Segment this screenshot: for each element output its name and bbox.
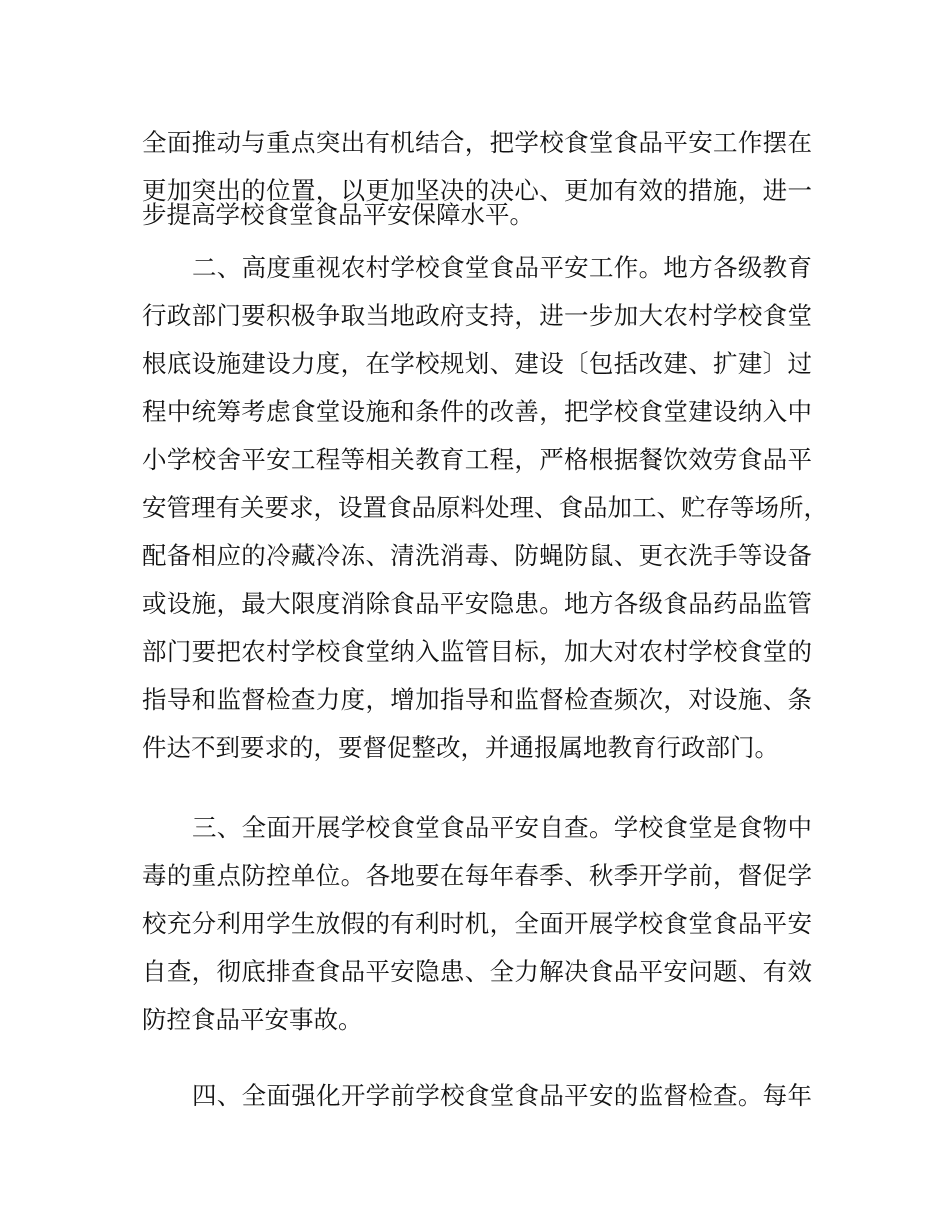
paragraph-3-line-1: 三、全面开展学校食堂食品平安自查。学校食堂是食物中 xyxy=(192,813,812,842)
paragraph-3-line-4: 自查，彻底排查食品平安隐患、全力解决食品平安问题、有效 xyxy=(142,957,812,986)
paragraph-1-line-2: 更加突出的位置，以更加坚决的决心、更加有效的措施，进一 xyxy=(142,176,812,205)
paragraph-2-line-5: 小学校舍平安工程等相关教育工程，严格根据餐饮效劳食品平 xyxy=(142,445,812,474)
paragraph-1-line-1: 全面推动与重点突出有机结合，把学校食堂食品平安工作摆在 xyxy=(142,128,812,157)
paragraph-2-line-11: 件达不到要求的，要督促整改，并通报属地教育行政部门。 xyxy=(142,733,779,762)
paragraph-2-line-7: 配备相应的冷藏冷冻、清洗消毒、防蝇防鼠、更衣洗手等设备 xyxy=(142,541,812,570)
paragraph-2-line-1: 二、高度重视农村学校食堂食品平安工作。地方各级教育 xyxy=(192,253,812,282)
paragraph-4-line-1: 四、全面强化开学前学校食堂食品平安的监督检查。每年 xyxy=(192,1081,812,1110)
paragraph-2-line-10: 指导和监督检查力度，增加指导和监督检查频次，对设施、条 xyxy=(142,685,812,714)
paragraph-2-line-9: 部门要把农村学校食堂纳入监管目标，加大对农村学校食堂的 xyxy=(142,637,812,666)
paragraph-2-line-2: 行政部门要积极争取当地政府支持，进一步加大农村学校食堂 xyxy=(142,301,812,330)
paragraph-2-line-8: 或设施，最大限度消除食品平安隐患。地方各级食品药品监管 xyxy=(142,589,812,618)
paragraph-2-line-4: 程中统筹考虑食堂设施和条件的改善，把学校食堂建设纳入中 xyxy=(142,397,812,426)
paragraph-2-line-6: 安管理有关要求，设置食品原料处理、食品加工、贮存等场所， xyxy=(142,493,828,522)
paragraph-1-line-3: 步提高学校食堂食品平安保障水平。 xyxy=(142,200,534,229)
paragraph-2-line-3: 根底设施建设力度，在学校规划、建设〔包括改建、扩建〕过 xyxy=(142,349,812,378)
paragraph-3-line-3: 校充分利用学生放假的有利时机，全面开展学校食堂食品平安 xyxy=(142,909,812,938)
paragraph-3-line-2: 毒的重点防控单位。各地要在每年春季、秋季开学前，督促学 xyxy=(142,861,812,890)
paragraph-3-line-5: 防控食品平安事故。 xyxy=(142,1005,363,1034)
